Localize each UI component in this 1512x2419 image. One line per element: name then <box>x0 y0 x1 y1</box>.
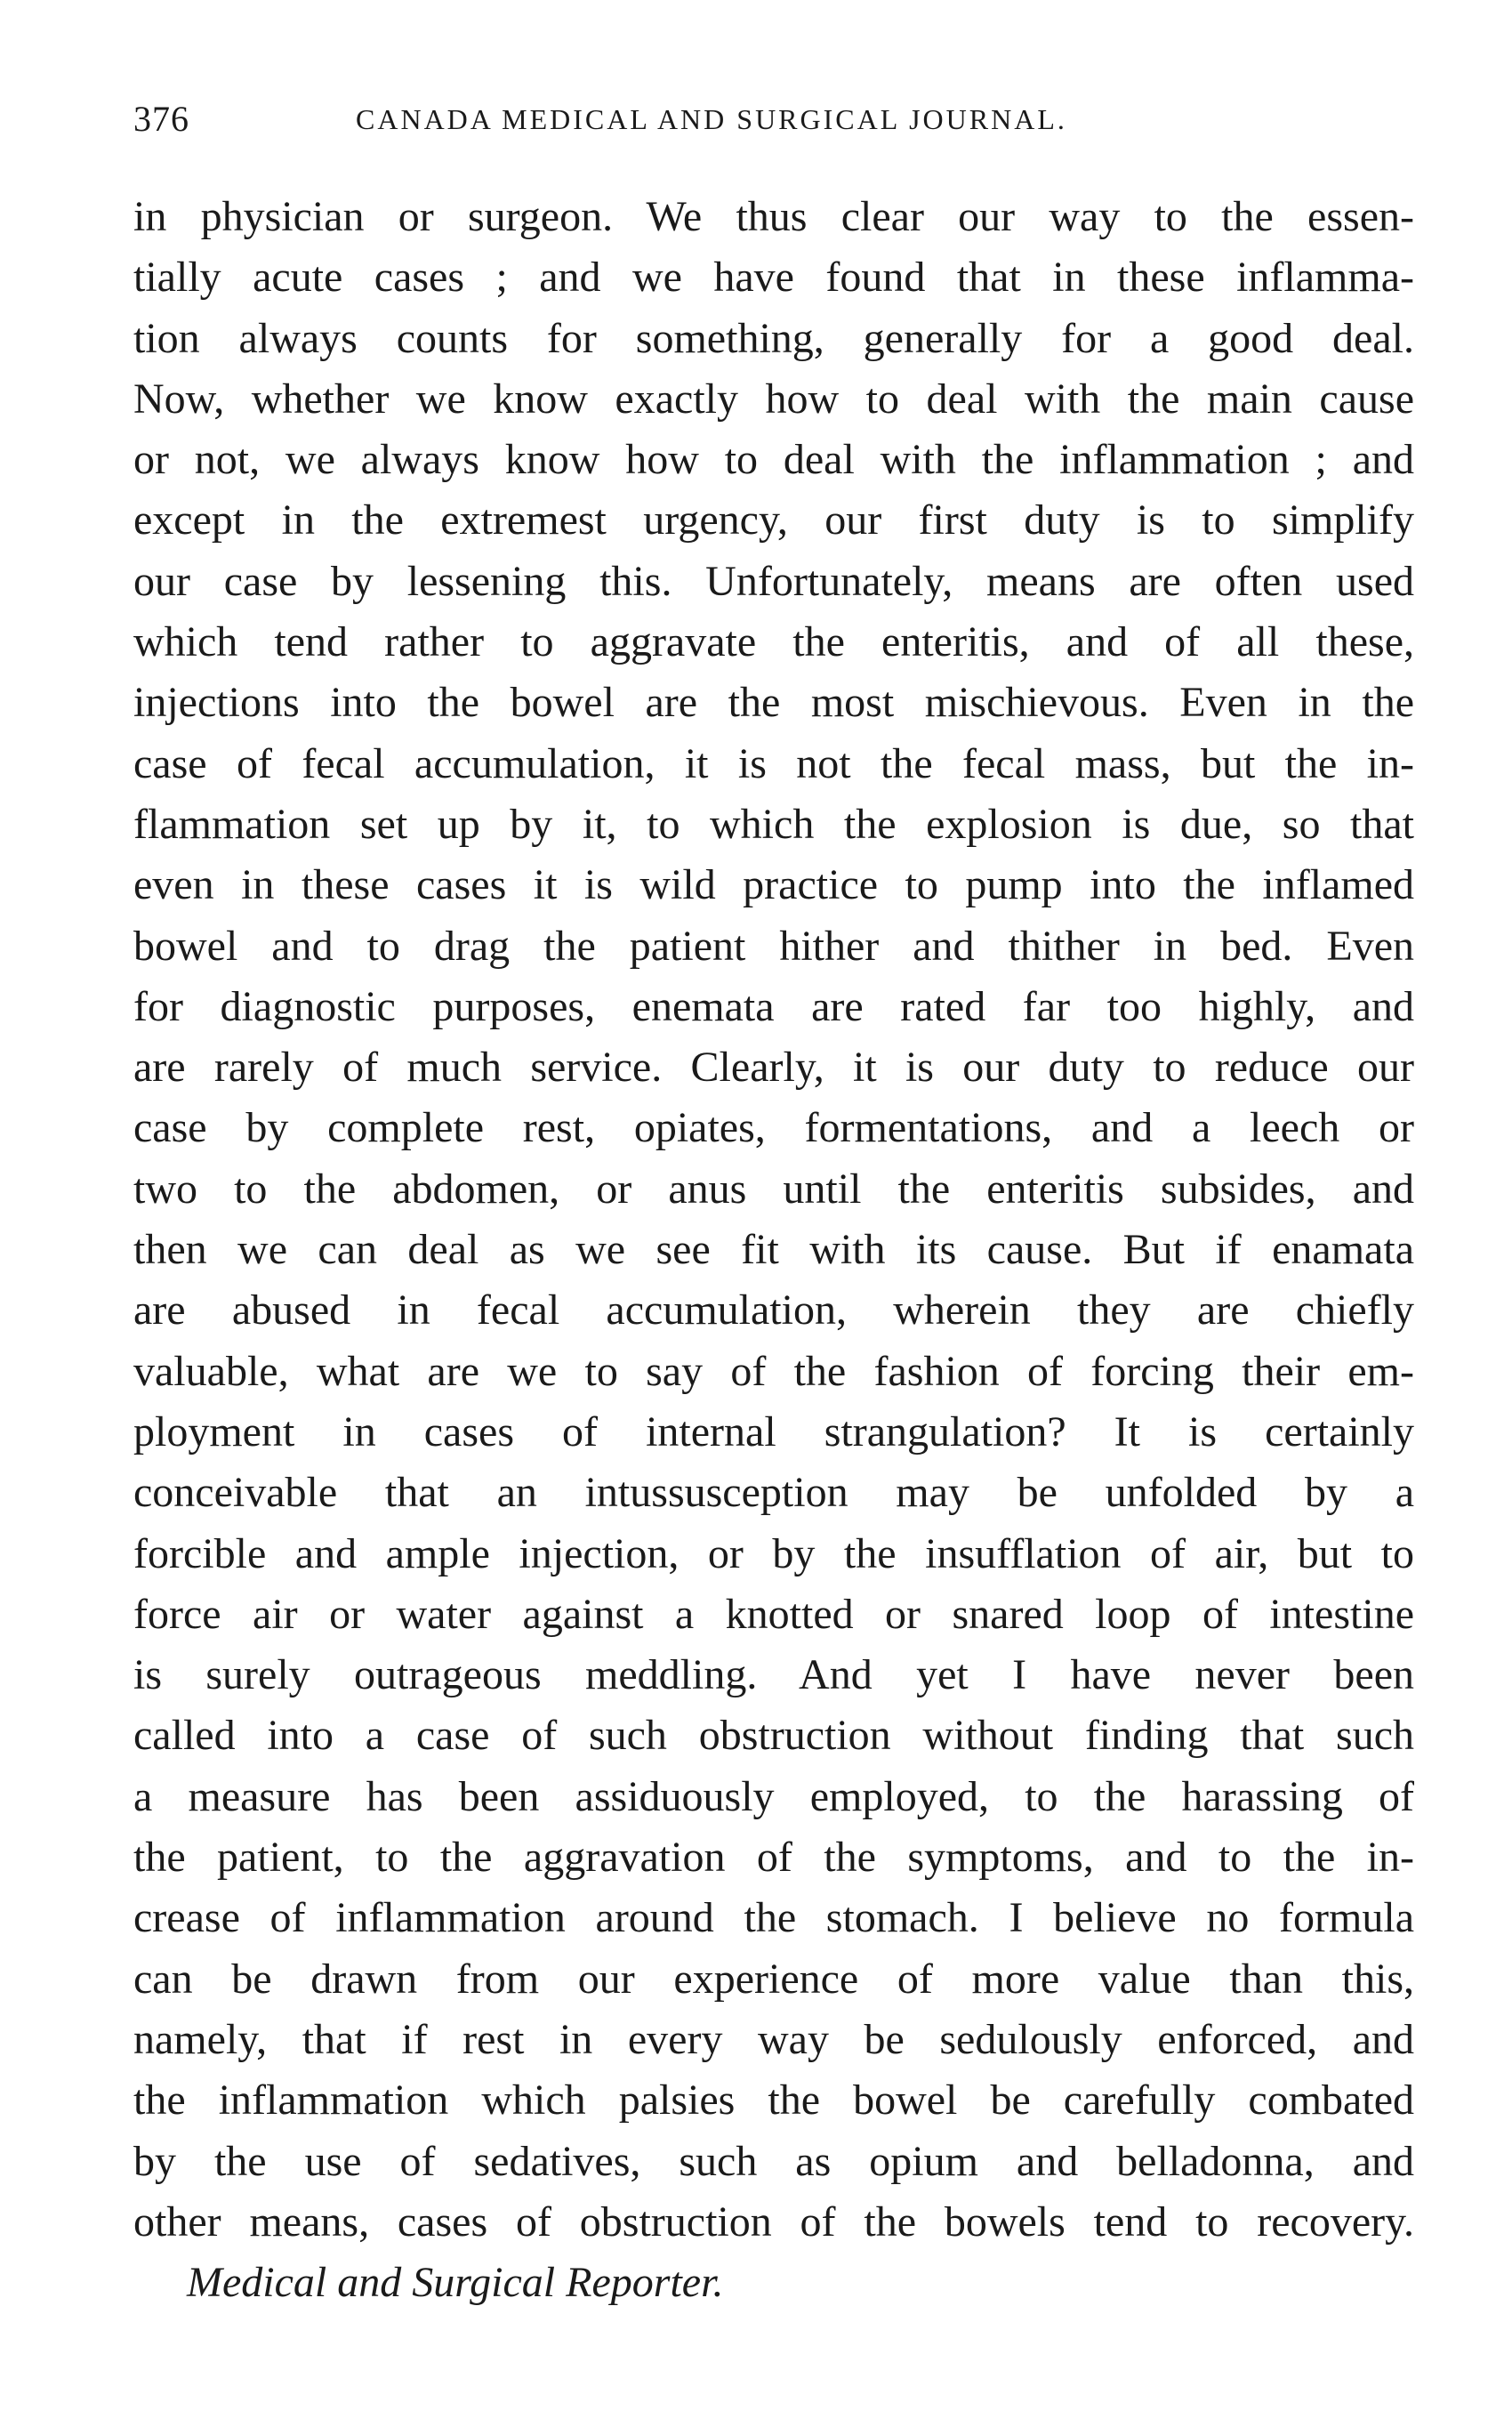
text-line: for diagnostic purposes, enemata are rated far too highly, and <box>133 982 1414 1030</box>
text-line: crease of inflammation around the stomach. I believe no formula <box>133 1894 1414 1942</box>
text-line: even in these cases it is wild practice to pump into the inflamed <box>133 861 1414 909</box>
text-line: flammation set up by it, to which the explosion is due, so that <box>133 800 1414 848</box>
text-line: in physician or surgeon. We thus clear our way to the essen- <box>133 193 1414 240</box>
text-line: injections into the bowel are the most mischievous. Even in the <box>133 679 1414 727</box>
text-line: forcible and ample injection, or by the insufflation of air, but to <box>133 1529 1414 1577</box>
journal-title: CANADA MEDICAL AND SURGICAL JOURNAL. <box>356 103 1067 135</box>
text-line: are abused in fecal accumulation, wherein they are chiefly <box>133 1286 1414 1334</box>
text-line: the patient, to the aggravation of the symptoms, and to the in- <box>133 1834 1414 1882</box>
text-line: or not, we always know how to deal with the inflammation ; and <box>133 436 1414 484</box>
text-line: then we can deal as we see fit with its cause. But if enamata <box>133 1226 1414 1274</box>
text-line: is surely outrageous meddling. And yet I have never been <box>133 1651 1414 1699</box>
text-line: other means, cases of obstruction of the bowels tend to recovery. <box>133 2197 1414 2246</box>
text-line: force air or water against a knotted or snared loop of intestine <box>133 1590 1414 1638</box>
text-line: conceivable that an intussusception may be unfolded by a <box>133 1469 1414 1517</box>
text-line: tially acute cases ; and we have found that in these inflamma- <box>133 254 1414 302</box>
text-line: a measure has been assiduously employed, to the harassing of <box>133 1772 1414 1820</box>
text-line: which tend rather to aggravate the enteritis, and of all these, <box>133 618 1414 666</box>
text-line: Now, whether we know exactly how to deal with the main cause <box>133 375 1414 423</box>
text-line: called into a case of such obstruction without finding that such <box>133 1712 1414 1760</box>
text-line: two to the abdomen, or anus until the enteritis subsides, and <box>133 1165 1414 1213</box>
text-line: our case by lessening this. Unfortunately, means are often used <box>133 557 1414 605</box>
source-attribution: Medical and Surgical Reporter. <box>187 2259 724 2307</box>
text-line: ployment in cases of internal strangulation? It is certainly <box>133 1407 1414 1455</box>
page-number: 376 <box>133 99 189 139</box>
text-line: tion always counts for something, generally for a good deal. <box>133 314 1414 362</box>
text-line: case of fecal accumulation, it is not the fecal mass, but the in- <box>133 739 1414 787</box>
text-line: except in the extremest urgency, our first duty is to simplify <box>133 496 1414 544</box>
text-line: by the use of sedatives, such as opium and belladonna, and <box>133 2137 1414 2185</box>
text-line: are rarely of much service. Clearly, it is our duty to reduce our <box>133 1044 1414 1092</box>
text-line: namely, that if rest in every way be sedulously enforced, and <box>133 2015 1414 2063</box>
text-line: can be drawn from our experience of more value than this, <box>133 1955 1414 2003</box>
text-line: case by complete rest, opiates, formentations, and a leech or <box>133 1104 1414 1152</box>
running-head <box>133 98 1263 142</box>
text-line: valuable, what are we to say of the fashion of forcing their em- <box>133 1347 1414 1395</box>
text-line: the inflammation which palsies the bowel be carefully combated <box>133 2076 1414 2125</box>
text-line: bowel and to drag the patient hither and thither in bed. Even <box>133 922 1414 970</box>
article-text <box>133 187 1414 2313</box>
